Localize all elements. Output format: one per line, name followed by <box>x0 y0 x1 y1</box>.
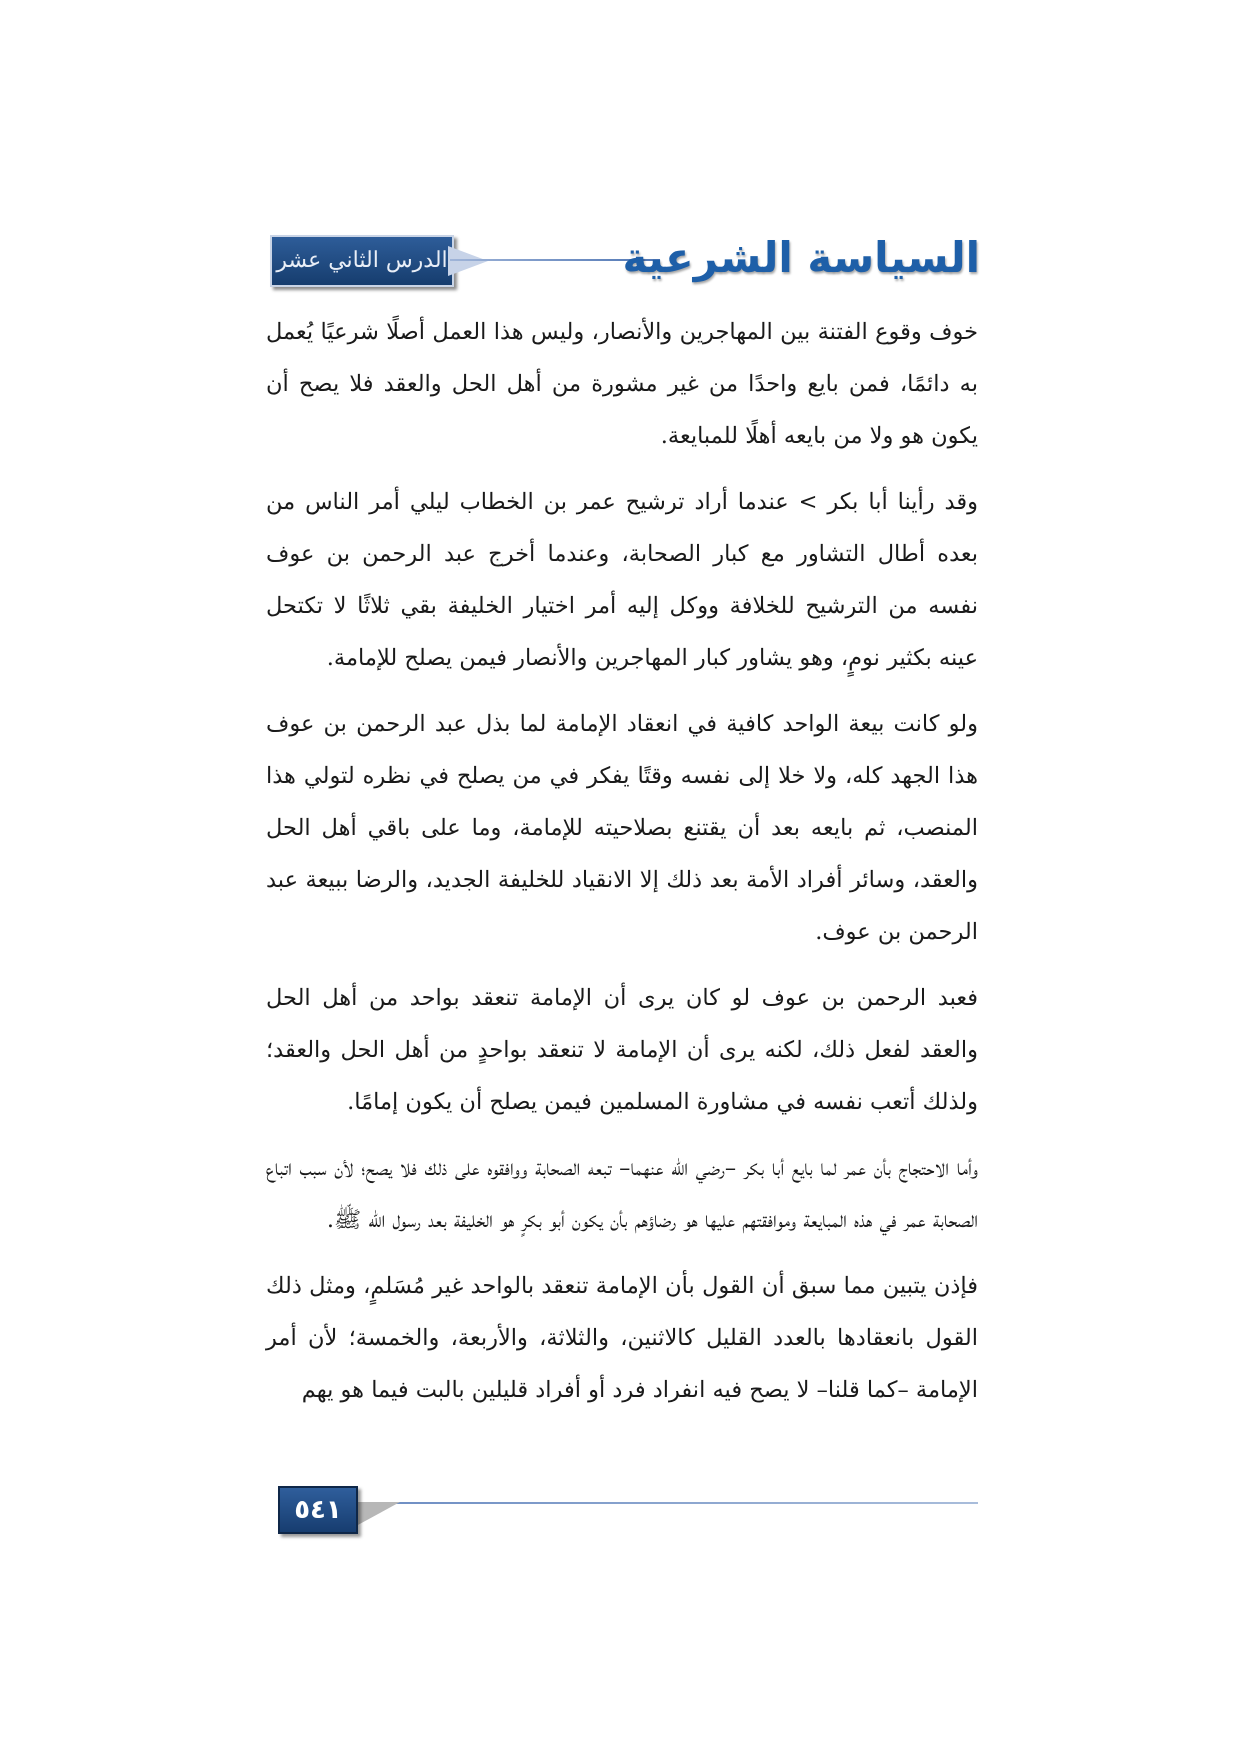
page-header <box>270 226 980 290</box>
footer-rule <box>388 1502 978 1504</box>
paragraph-4: فعبد الرحمن بن عوف لو كان يرى أن الإمامة تنعقد بواحد من أهل الحل والعقد لفعل ذلك، لكنه يرى أن الإمامة لا تنعقد بواحدٍ من أهل الحل والعقد؛ ولذلك أتعب نفسه في مشاورة المسلمين فيمن يصلح أن يكون إمامًا. <box>266 985 978 1115</box>
lesson-label-badge <box>270 235 454 287</box>
header-wedge-decoration <box>448 246 488 276</box>
page-footer <box>278 1486 978 1536</box>
paragraph-1: خوف وقوع الفتنة بين المهاجرين والأنصار، وليس هذا العمل أصلًا شرعيًا يُعمل به دائمًا، فمن بايع واحدًا من غير مشورة من أهل الحل والعقد فلا يصح أن يكون هو ولا من بايعه أهلًا للمبايعة. <box>266 319 978 449</box>
paragraph-3: ولو كانت بيعة الواحد كافية في انعقاد الإمامة لما بذل عبد الرحمن بن عوف هذا الجهد كله، ولا خلا إلى نفسه وقتًا يفكر في من يصلح في نظره لتولي هذا المنصب، ثم بايعه بعد أن يقتنع بصلاحيته للإمامة، وما على باقي أهل الحل والعقد، وسائر أفراد الأمة بعد ذلك إلا الانقياد للخليفة الجديد، والرضا ببيعة عبد الرحمن بن عوف. <box>266 711 978 945</box>
lesson-label: الدرس الثاني عشر <box>276 248 448 273</box>
paragraph-6: فإذن يتبين مما سبق أن القول بأن الإمامة تنعقد بالواحد غير مُسَلمٍ، ومثل ذلك القول بانعقادها بالعدد القليل كالاثنين، والثلاثة، والأربعة، والخمسة؛ لأن أمر الإمامة –كما قلنا– لا يصح فيه انفراد فرد أو أفراد قليلين بالبت فيما هو يهم <box>266 1273 978 1403</box>
paragraph-2: وقد رأينا أبا بكر > عندما أراد ترشيح عمر بن الخطاب ليلي أمر الناس من بعده أطال التشاور مع كبار الصحابة، وعندما أخرج عبد الرحمن بن عوف نفسه من الترشيح للخلافة ووكل إليه أمر اختيار الخليفة بقي ثلاثًا لا تكتحل عينه بكثير نومٍ، وهو يشاور كبار المهاجرين والأنصار فيمن يصلح للإمامة. <box>266 489 978 671</box>
page-number: ٥٤١ <box>278 1486 358 1534</box>
book-title: السياسة الشرعية <box>622 233 980 282</box>
page-body <box>266 306 978 1430</box>
footer-wedge-decoration <box>356 1502 400 1526</box>
paragraph-5: وأما الاحتجاج بأن عمر لما بايع أبا بكر –رضي الله عنهما– تبعه الصحابة ووافقوه على ذلك فلا يصح؛ لأن سبب اتباع الصحابة عمر في هذه المبايعة وموافقتهم عليها هو رضاؤهم بأن يكون أبو بكرٍ هو الخليفة بعد رسول الله ﷺ. <box>266 1155 978 1233</box>
